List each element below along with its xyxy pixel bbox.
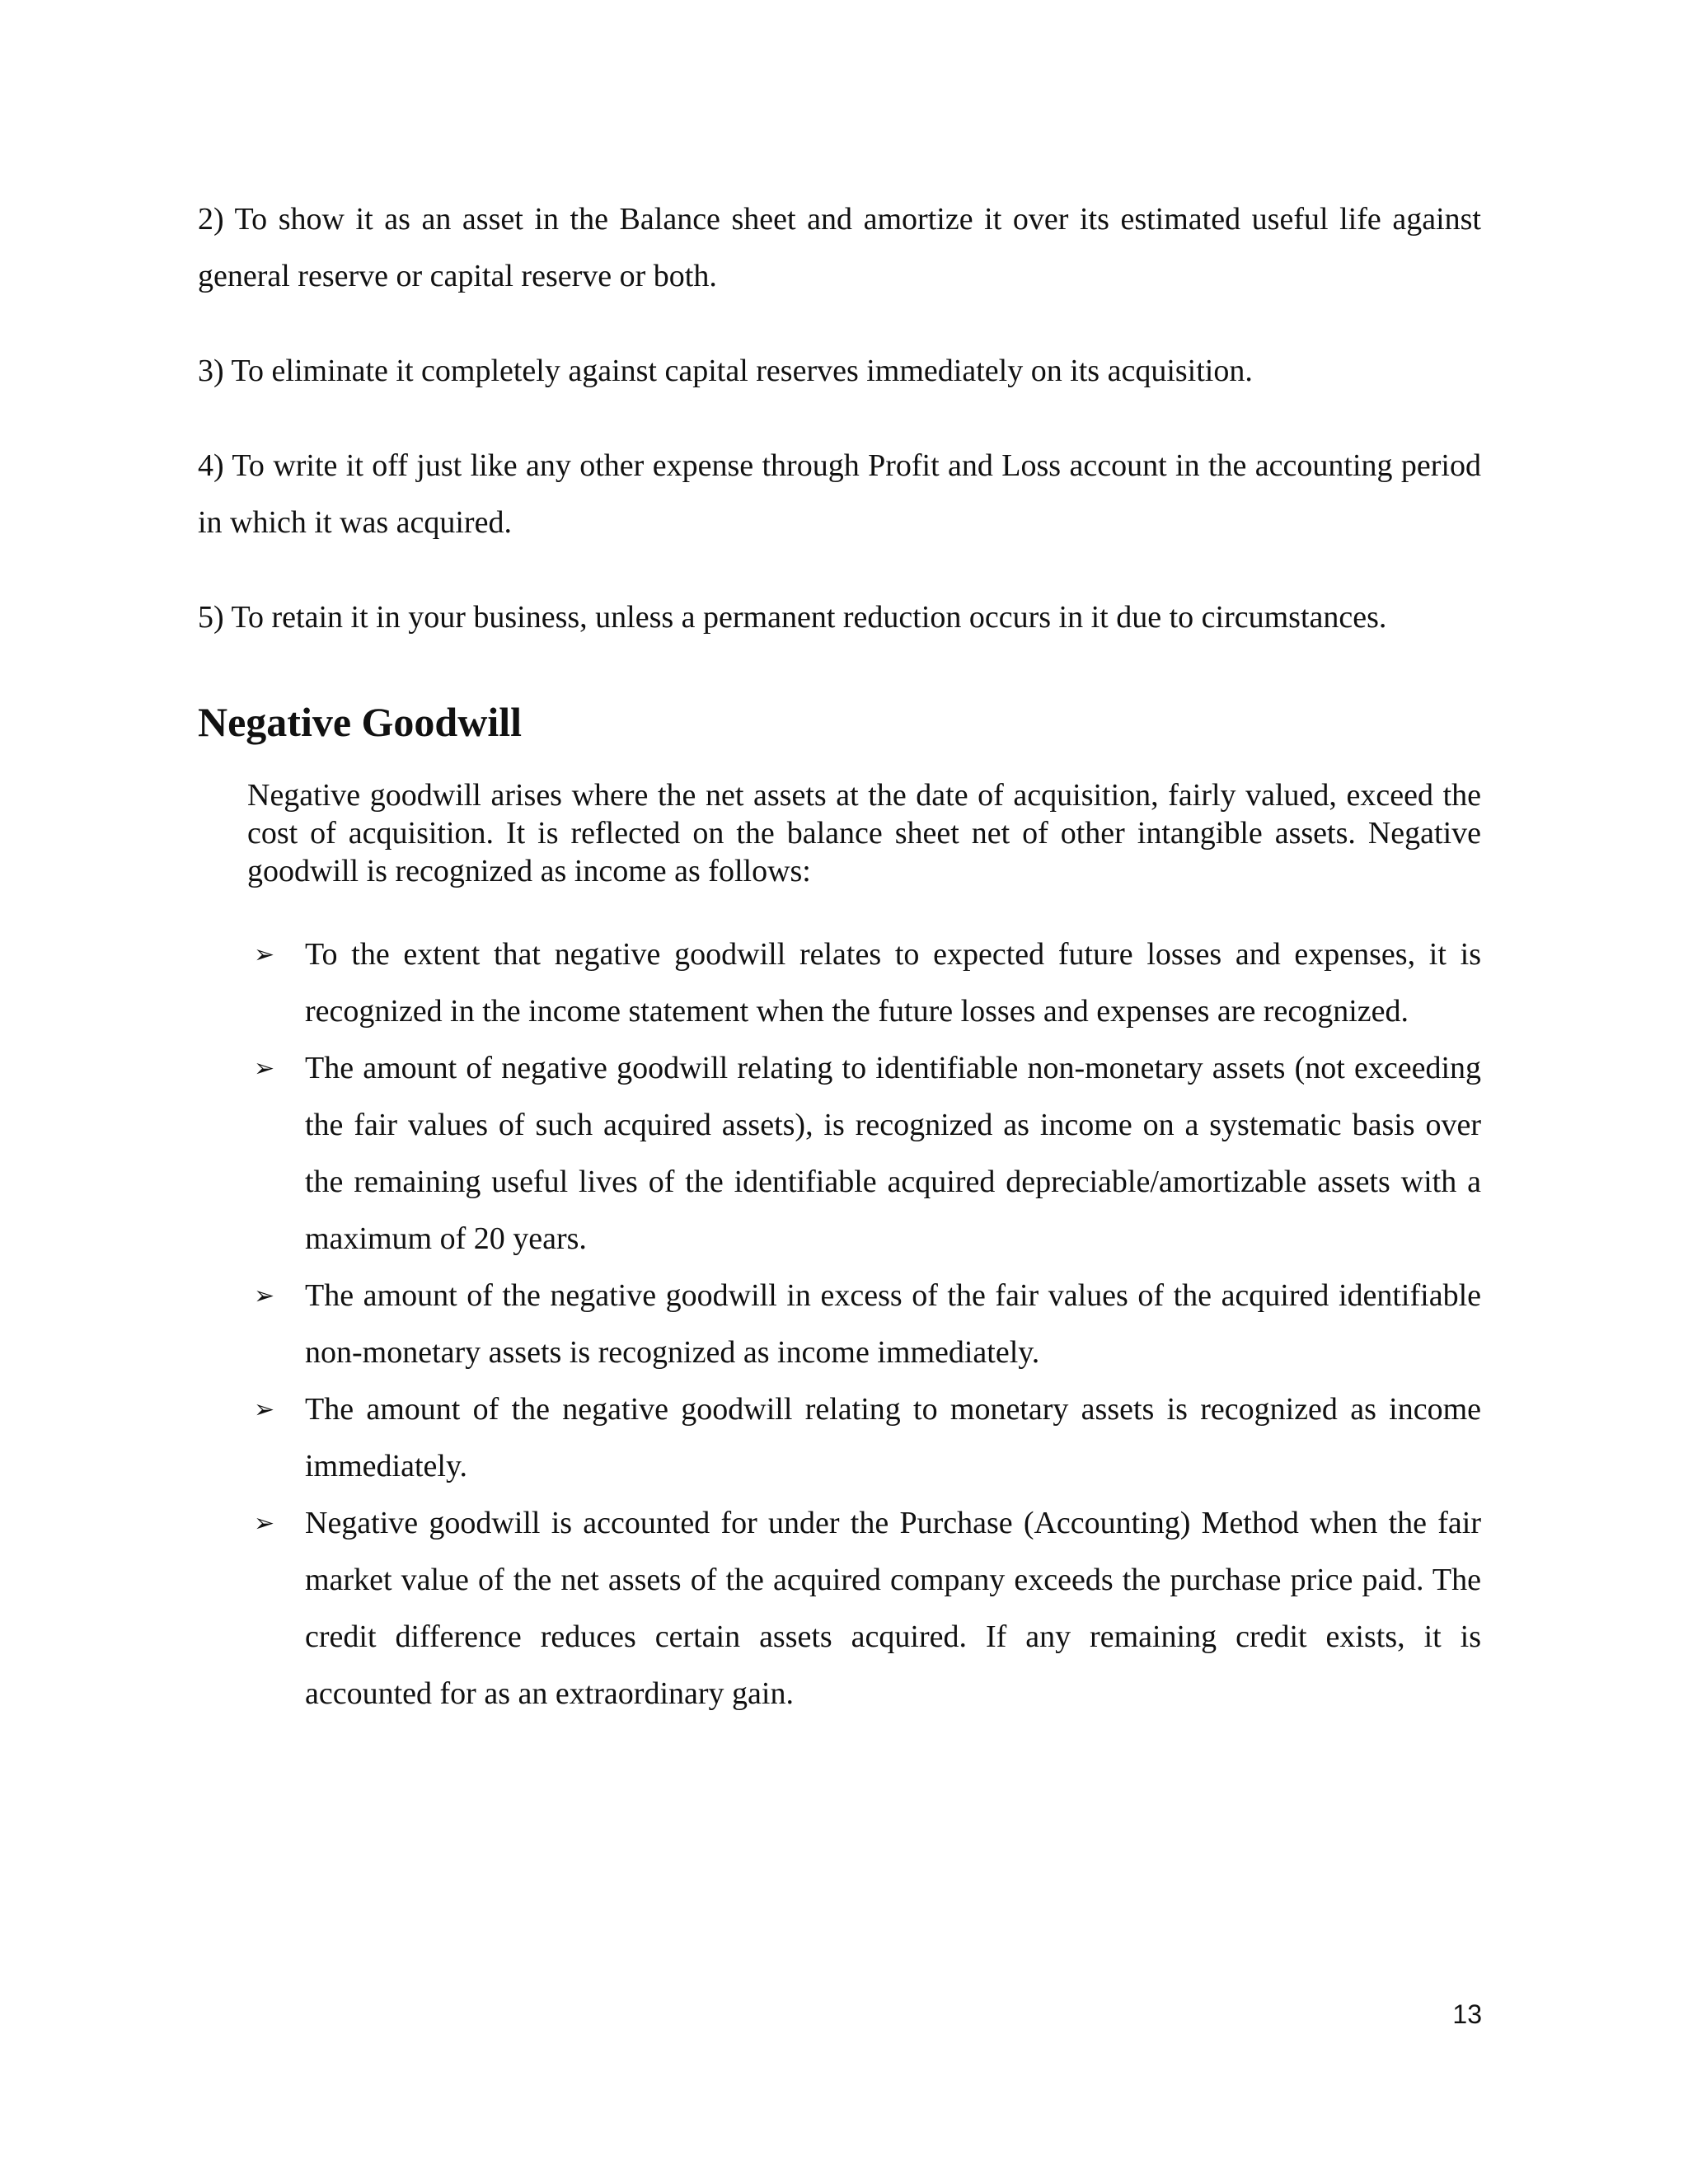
bullet-text: The amount of the negative goodwill relating to monetary assets is recognized as income immediately. <box>305 1392 1481 1483</box>
arrowhead-bullet-icon: ➢ <box>254 1282 275 1310</box>
paragraph-item-3: 3) To eliminate it completely against capital reserves immediately on its acquisition. <box>198 354 1253 388</box>
bullet-text: To the extent that negative goodwill relates to expected future losses and expenses, it is recognized in the income statement when the future losses and expenses are recognized. <box>305 937 1481 1029</box>
paragraph-item-2: 2) To show it as an asset in the Balance sheet and amortize it over its estimated useful life against general reserve or capital reserve or both. <box>198 202 1481 293</box>
bullet-item <box>254 1268 1481 1381</box>
arrowhead-bullet-icon: ➢ <box>254 940 275 969</box>
paragraph-item-4: 4) To write it off just like any other expense through Profit and Loss account in the accounting period in which it was acquired. <box>198 448 1481 540</box>
page-content <box>198 191 1481 1722</box>
arrowhead-bullet-icon: ➢ <box>254 1509 275 1538</box>
bullet-list <box>254 926 1481 1722</box>
section-heading: Negative Goodwill <box>198 699 523 745</box>
bullet-text: The amount of the negative goodwill in excess of the fair values of the acquired identifiable non-monetary assets is recognized as income immediately. <box>305 1278 1481 1370</box>
arrowhead-bullet-icon: ➢ <box>254 1395 275 1424</box>
bullet-text: The amount of negative goodwill relating to identifiable non-monetary assets (not exceeding the fair values of such acquired assets), is recognized as income on a systematic basis over the remaining useful lives of the identifiable acquired depreciable/amortizable assets with a maximum of 20 years. <box>305 1051 1481 1256</box>
paragraph-item-5: 5) To retain it in your business, unless a permanent reduction occurs in it due to circumstances. <box>198 600 1387 635</box>
arrowhead-bullet-icon: ➢ <box>254 1054 275 1083</box>
bullet-item <box>254 1381 1481 1495</box>
bullet-item <box>254 1040 1481 1268</box>
bullet-item <box>254 926 1481 1040</box>
section-intro: Negative goodwill arises where the net assets at the date of acquisition, fairly valued, exceed the cost of acquisition. It is reflected on the balance sheet net of other intangible assets. Negative goodwill is recognized as income as follows: <box>247 778 1481 888</box>
bullet-item <box>254 1495 1481 1722</box>
bullet-text: Negative goodwill is accounted for under the Purchase (Accounting) Method when the fair market value of the net assets of the acquired company exceeds the purchase price paid. The credit difference reduces certain assets acquired. If any remaining credit exists, it is accounted for as an extraordinary gain. <box>305 1506 1481 1711</box>
page-number: 13 <box>1452 1999 1482 2029</box>
